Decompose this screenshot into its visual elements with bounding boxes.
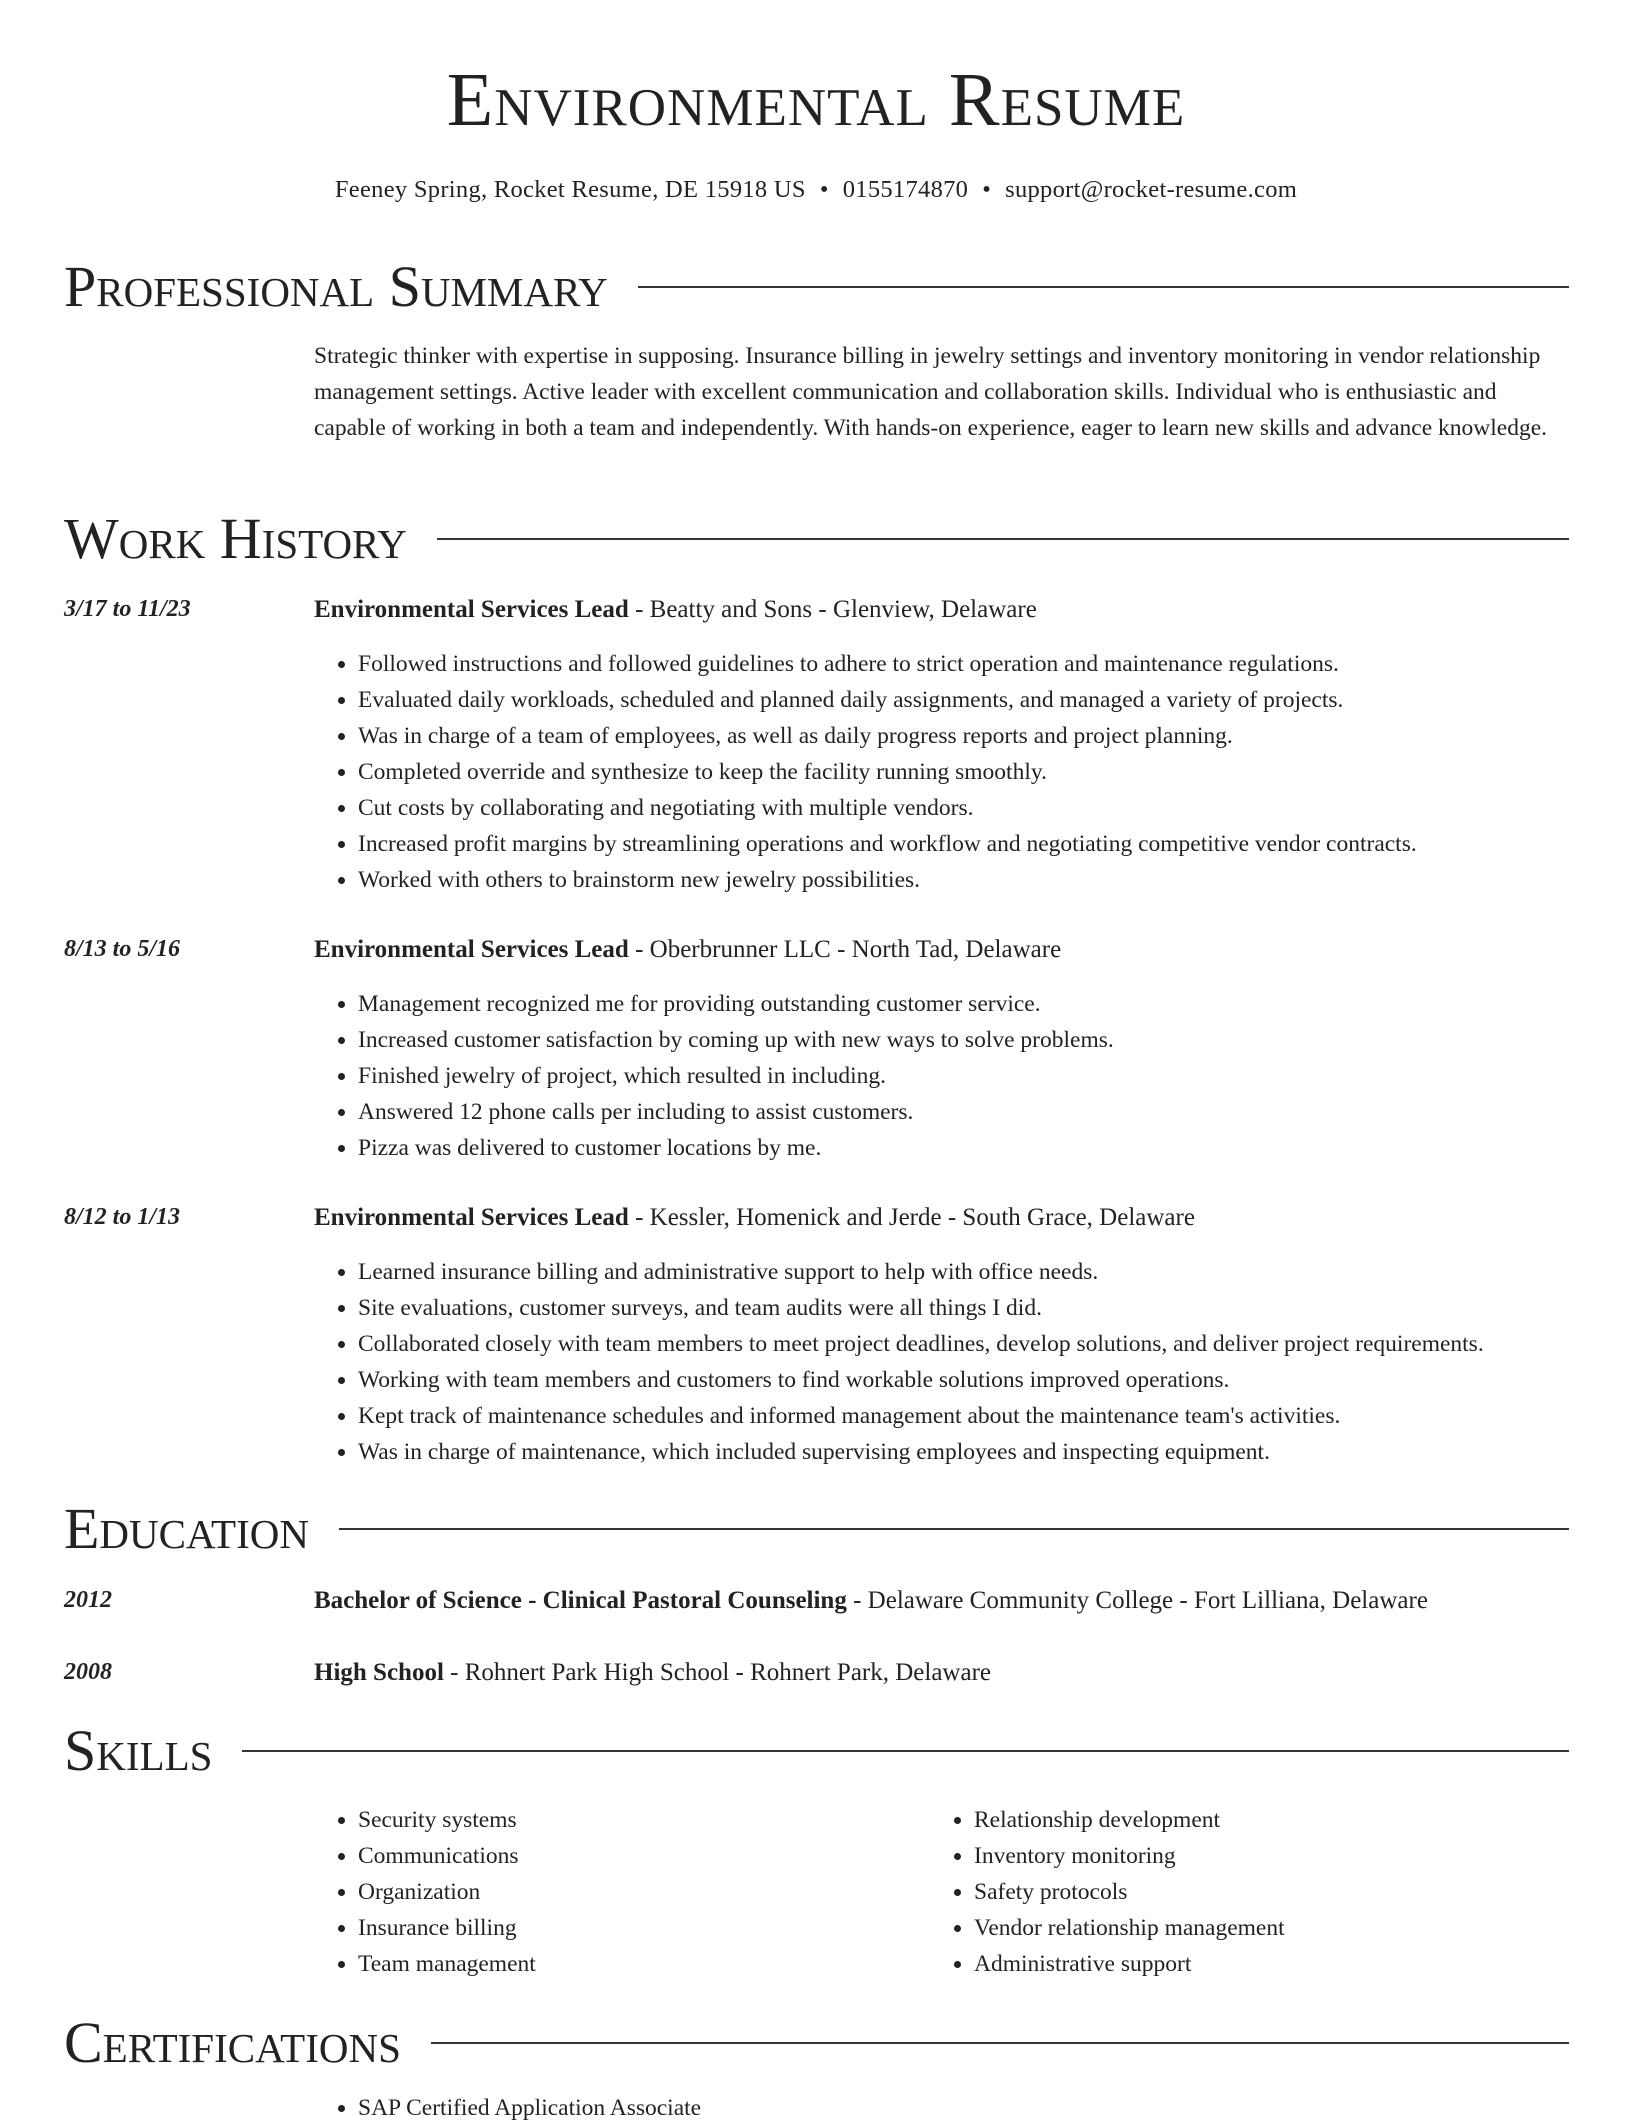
section-title: Skills bbox=[64, 1718, 213, 1783]
list-item: • Was in charge of maintenance, which included supervising employees and inspecting equipment. bbox=[358, 1434, 1618, 1470]
list-item: • Evaluated daily workloads, scheduled and planned daily assignments, and managed a variety of projects. bbox=[358, 682, 1618, 718]
job-bullets bbox=[314, 646, 1618, 898]
list-item: • Increased profit margins by streamlining operations and workflow and negotiating competitive vendor contracts. bbox=[358, 826, 1618, 862]
education-year: 2008 bbox=[64, 1659, 112, 1685]
section-header-work-history bbox=[64, 506, 1569, 571]
list-item: • Security systems bbox=[358, 1802, 918, 1838]
education-degree-line bbox=[314, 1587, 1428, 1615]
job-dates: 8/13 to 5/16 bbox=[64, 936, 181, 962]
education-degree: Bachelor of Science - Clinical Pastoral Counseling bbox=[314, 1587, 847, 1614]
list-item: • Completed override and synthesize to keep the facility running smoothly. bbox=[358, 754, 1618, 790]
contact-address: Feeney Spring, Rocket Resume, DE 15918 US bbox=[334, 176, 806, 203]
job-bullets bbox=[314, 986, 1618, 1166]
education-details: - Delaware Community College - Fort Lilliana, Delaware bbox=[846, 1587, 1428, 1614]
list-item: • Management recognized me for providing outstanding customer service. bbox=[358, 986, 1618, 1022]
list-item: • Working with team members and customers to find workable solutions improved operations. bbox=[358, 1362, 1618, 1398]
job-details: - Beatty and Sons - Glenview, Delaware bbox=[628, 596, 1037, 623]
job-title: Environmental Services Lead bbox=[314, 1204, 629, 1231]
list-item: • Was in charge of a team of employees, as well as daily progress reports and project planning. bbox=[358, 718, 1618, 754]
education-year: 2012 bbox=[64, 1587, 112, 1613]
job-bullets bbox=[314, 1254, 1618, 1470]
list-item: • Relationship development bbox=[974, 1802, 1574, 1838]
section-header-education bbox=[64, 1496, 1569, 1561]
job-dates: 8/12 to 1/13 bbox=[64, 1204, 181, 1230]
education-details: - Rohnert Park High School - Rohnert Park, Delaware bbox=[443, 1659, 992, 1686]
section-title: Work History bbox=[64, 506, 407, 571]
job-role bbox=[314, 596, 1037, 624]
contact-phone: 0155174870 bbox=[842, 176, 969, 203]
section-title: Education bbox=[64, 1496, 309, 1561]
section-divider bbox=[339, 1528, 1569, 1530]
education-degree-line bbox=[314, 1659, 991, 1687]
certifications-list bbox=[314, 2090, 1558, 2126]
job-role bbox=[314, 936, 1061, 964]
list-item: • Site evaluations, customer surveys, and team audits were all things I did. bbox=[358, 1290, 1618, 1326]
list-item: • Increased customer satisfaction by coming up with new ways to solve problems. bbox=[358, 1022, 1618, 1058]
list-item: • Inventory monitoring bbox=[974, 1838, 1574, 1874]
resume-title: Environmental Resume bbox=[446, 58, 1186, 142]
list-item: • Vendor relationship management bbox=[974, 1910, 1574, 1946]
list-item: • Finished jewelry of project, which resulted in including. bbox=[358, 1058, 1618, 1094]
summary-paragraph: Strategic thinker with expertise in supposing. Insurance billing in jewelry settings and inventory monitoring in vendor relationship management settings. Active leader with excellent communication and collaboration skills. Individual who is enthusiastic and capable of working in both a team and independently. With hands-on experience, eager to learn new skills and advance knowledge. bbox=[314, 343, 1548, 441]
education-degree: High School bbox=[314, 1659, 444, 1686]
list-item: • Learned insurance billing and administrative support to help with office needs. bbox=[358, 1254, 1618, 1290]
list-item: • SAP Certified Application Associate bbox=[358, 2090, 1558, 2126]
section-header-summary bbox=[64, 254, 1569, 319]
contact-separator: • bbox=[819, 176, 829, 203]
list-item: • Team management bbox=[358, 1946, 918, 1982]
job-role bbox=[314, 1204, 1195, 1232]
contact-line bbox=[0, 176, 1632, 204]
list-item: • Organization bbox=[358, 1874, 918, 1910]
section-divider bbox=[437, 538, 1569, 540]
list-item: • Followed instructions and followed guidelines to adhere to strict operation and maintenance regulations. bbox=[358, 646, 1618, 682]
list-item: • Answered 12 phone calls per including to assist customers. bbox=[358, 1094, 1618, 1130]
section-divider bbox=[431, 2042, 1569, 2044]
job-dates: 3/17 to 11/23 bbox=[64, 596, 191, 622]
section-divider bbox=[242, 1750, 1569, 1752]
job-details: - Oberbrunner LLC - North Tad, Delaware bbox=[628, 936, 1062, 963]
job-title: Environmental Services Lead bbox=[314, 596, 629, 623]
contact-separator: • bbox=[982, 176, 992, 203]
skills-list-right bbox=[930, 1802, 1574, 1982]
list-item: • Safety protocols bbox=[974, 1874, 1574, 1910]
list-item: • Insurance billing bbox=[358, 1910, 918, 1946]
list-item: • Kept track of maintenance schedules and informed management about the maintenance team's activities. bbox=[358, 1398, 1618, 1434]
list-item: • Collaborated closely with team members to meet project deadlines, develop solutions, and deliver project requirements. bbox=[358, 1326, 1618, 1362]
list-item: • Communications bbox=[358, 1838, 918, 1874]
section-header-certifications bbox=[64, 2010, 1569, 2075]
job-title: Environmental Services Lead bbox=[314, 936, 629, 963]
section-title: Certifications bbox=[64, 2010, 401, 2075]
job-details: - Kessler, Homenick and Jerde - South Grace, Delaware bbox=[628, 1204, 1195, 1231]
list-item: • Cut costs by collaborating and negotiating with multiple vendors. bbox=[358, 790, 1618, 826]
list-item: • Administrative support bbox=[974, 1946, 1574, 1982]
section-divider bbox=[638, 286, 1569, 288]
section-header-skills bbox=[64, 1718, 1569, 1783]
list-item: • Worked with others to brainstorm new jewelry possibilities. bbox=[358, 862, 1618, 898]
section-title: Professional Summary bbox=[64, 254, 608, 319]
contact-email: support@rocket-resume.com bbox=[1005, 176, 1298, 203]
skills-list-left bbox=[314, 1802, 918, 1982]
list-item: • Pizza was delivered to customer locations by me. bbox=[358, 1130, 1618, 1166]
